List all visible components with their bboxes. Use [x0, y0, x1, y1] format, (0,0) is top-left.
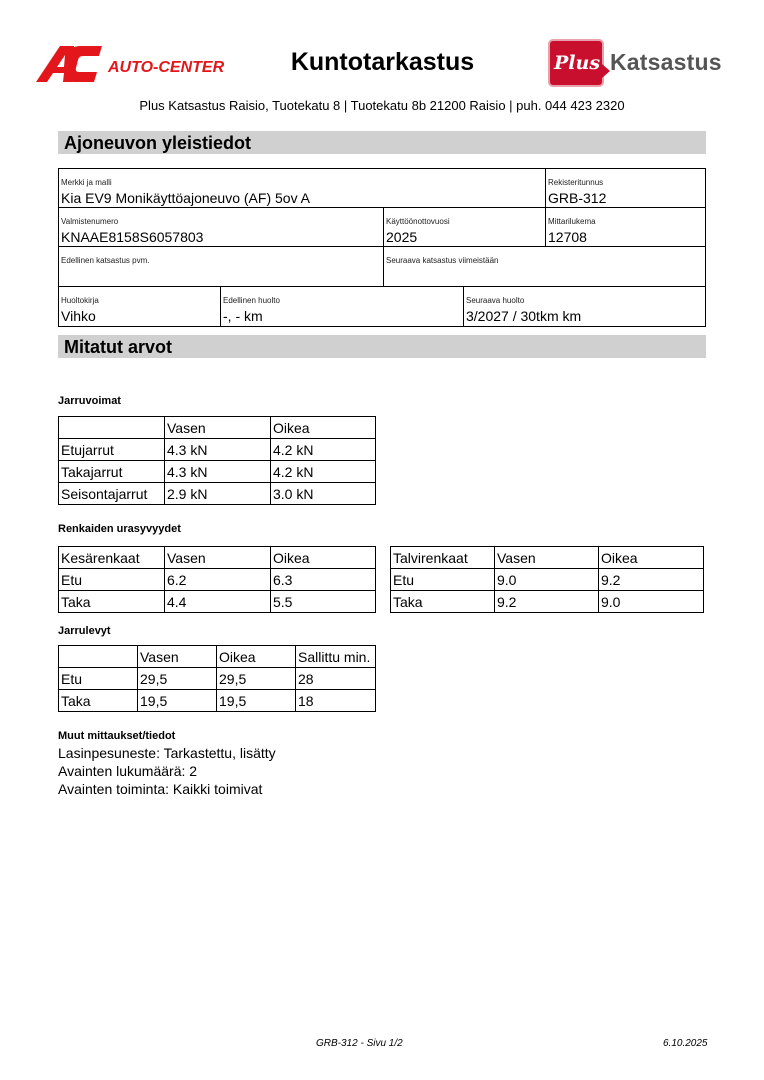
left-value: 4.3 kN [165, 439, 271, 461]
header-cell: Sallittu min. [296, 646, 376, 668]
right-value: 9.2 [599, 569, 704, 591]
row-label: Etu [59, 569, 165, 591]
right-value: 29,5 [217, 668, 296, 690]
previous-service-cell [221, 287, 464, 326]
info-row-identity [58, 208, 706, 247]
table-header-row [59, 417, 376, 439]
header-cell: Oikea [271, 417, 376, 439]
previous-inspection-cell [59, 247, 384, 286]
row-label: Etu [391, 569, 495, 591]
section-title-measured: Mitatut arvot [58, 335, 706, 358]
info-row-vehicle [58, 168, 706, 208]
first-use-year-cell [384, 208, 546, 246]
table-row [59, 668, 376, 690]
header-cell: Oikea [217, 646, 296, 668]
document-title: Kuntotarkastus [290, 48, 475, 76]
service-book-value: Vihko [61, 308, 96, 324]
company-address: Plus Katsastus Raisio, Tuotekatu 8 | Tuotekatu 8b 21200 Raisio | puh. 044 423 2320 [139, 98, 625, 113]
next-service-value: 3/2027 / 30tkm km [466, 308, 582, 324]
min-value: 18 [296, 690, 376, 712]
right-value: 4.2 kN [271, 439, 376, 461]
row-label: Etu [59, 668, 138, 690]
other-measurements-title: Muut mittaukset/tiedot [58, 730, 176, 742]
brake-discs-title: Jarrulevyt [58, 625, 111, 637]
header-cell: Talvirenkaat [391, 547, 495, 569]
row-label: Etujarrut [59, 439, 165, 461]
registration-cell [546, 169, 705, 207]
header-cell [59, 417, 165, 439]
footer-date: 6.10.2025 [663, 1038, 708, 1049]
winter-tires-table [390, 546, 704, 613]
min-value: 28 [296, 668, 376, 690]
list-item: Avainten toiminta: Kaikki toimivat [58, 781, 263, 797]
vin-value: KNAAE8158S6057803 [61, 229, 204, 245]
plus-badge-text: Plus [554, 52, 601, 74]
left-value: 4.3 kN [165, 461, 271, 483]
right-value: 19,5 [217, 690, 296, 712]
katsastus-wordmark: Katsastus [610, 49, 722, 75]
header-cell: Oikea [271, 547, 376, 569]
odometer-cell [546, 208, 705, 246]
registration-value: GRB-312 [548, 190, 607, 206]
header-cell: Vasen [138, 646, 217, 668]
left-value: 29,5 [138, 668, 217, 690]
previous-service-value: -, - km [223, 308, 263, 324]
row-label: Taka [391, 591, 495, 613]
right-value: 5.5 [271, 591, 376, 613]
tread-depths-title: Renkaiden urasyvyydet [58, 523, 181, 535]
odometer-value: 12708 [548, 229, 587, 245]
table-row [59, 483, 376, 505]
table-row [59, 591, 376, 613]
row-label: Taka [59, 591, 165, 613]
service-book-label: Huoltokirja [61, 296, 99, 305]
vin-label: Valmistenumero [61, 217, 119, 226]
brake-discs-table [58, 645, 376, 712]
right-value: 3.0 kN [271, 483, 376, 505]
section-title-general: Ajoneuvon yleistiedot [58, 131, 706, 154]
odometer-label: Mittarilukema [548, 217, 596, 226]
next-service-label: Seuraava huolto [466, 296, 525, 305]
header-cell: Oikea [599, 547, 704, 569]
plus-badge-icon [548, 39, 604, 87]
left-value: 9.0 [495, 569, 599, 591]
next-inspection-label: Seuraava katsastus viimeistään [386, 256, 499, 265]
left-value: 9.2 [495, 591, 599, 613]
previous-inspection-label: Edellinen katsastus pvm. [61, 256, 150, 265]
table-row [59, 439, 376, 461]
make-model-cell [59, 169, 546, 207]
left-value: 2.9 kN [165, 483, 271, 505]
other-measurements-list [58, 744, 276, 798]
left-value: 4.4 [165, 591, 271, 613]
table-row [59, 690, 376, 712]
header-cell: Vasen [165, 417, 271, 439]
make-model-value: Kia EV9 Monikäyttöajoneuvo (AF) 5ov A [61, 190, 311, 206]
right-value: 4.2 kN [271, 461, 376, 483]
table-header-row [59, 547, 376, 569]
auto-center-wordmark: AUTO-CENTER [108, 59, 225, 76]
left-value: 6.2 [165, 569, 271, 591]
make-model-label: Merkki ja malli [61, 178, 112, 187]
info-row-service [58, 287, 706, 327]
right-value: 6.3 [271, 569, 376, 591]
header-cell: Vasen [165, 547, 271, 569]
table-row [391, 591, 704, 613]
row-label: Taka [59, 690, 138, 712]
vin-cell [59, 208, 384, 246]
footer-page-number: GRB-312 - Sivu 1/2 [316, 1038, 403, 1049]
first-use-year-value: 2025 [386, 229, 418, 245]
previous-service-label: Edellinen huolto [223, 296, 280, 305]
row-label: Takajarrut [59, 461, 165, 483]
table-row [59, 569, 376, 591]
service-book-cell [59, 287, 221, 326]
first-use-year-label: Käyttöönottovuosi [386, 217, 450, 226]
left-value: 19,5 [138, 690, 217, 712]
next-inspection-cell [384, 247, 705, 286]
plus-katsastus-logo [548, 38, 728, 88]
auto-center-logo-icon [36, 42, 226, 86]
table-row [391, 569, 704, 591]
row-label: Seisontajarrut [59, 483, 165, 505]
brake-forces-table [58, 416, 376, 505]
auto-center-logo [36, 42, 226, 86]
next-service-cell [464, 287, 705, 326]
table-row [59, 461, 376, 483]
header-cell: Kesärenkaat [59, 547, 165, 569]
header-cell [59, 646, 138, 668]
info-row-inspection [58, 247, 706, 287]
list-item: Avainten lukumäärä: 2 [58, 763, 198, 779]
registration-label: Rekisteritunnus [548, 178, 604, 187]
brake-forces-title: Jarruvoimat [58, 395, 121, 407]
right-value: 9.0 [599, 591, 704, 613]
header-cell: Vasen [495, 547, 599, 569]
table-header-row [391, 547, 704, 569]
speech-tail-icon [602, 64, 610, 78]
table-header-row [59, 646, 376, 668]
list-item: Lasinpesuneste: Tarkastettu, lisätty [58, 745, 276, 761]
summer-tires-table [58, 546, 376, 613]
